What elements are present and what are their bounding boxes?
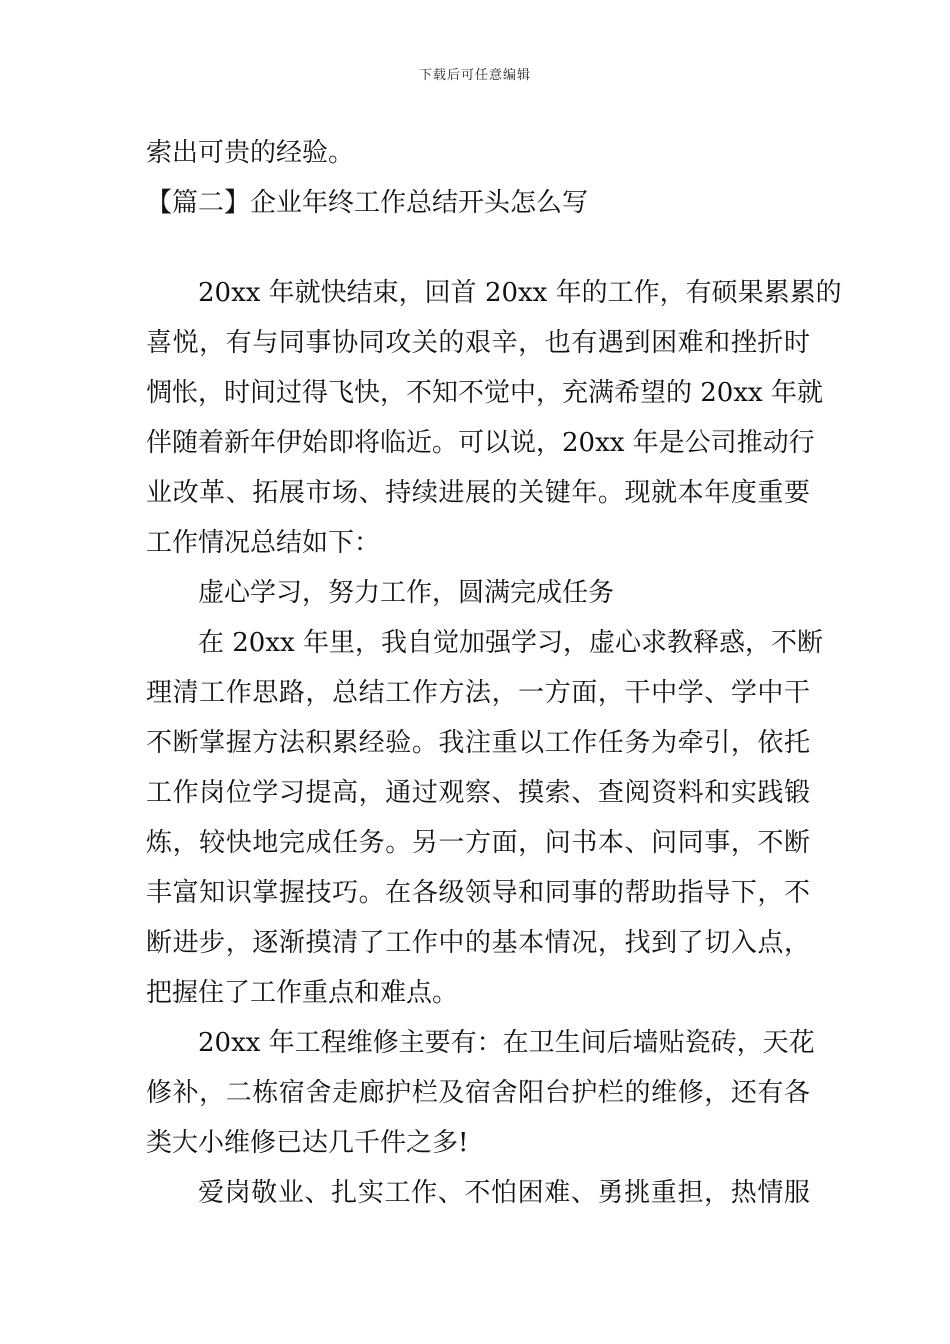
paragraph-line: 工作情况总结如下：	[146, 528, 381, 558]
header-text: 下载后可任意编辑	[418, 68, 531, 83]
paragraph-line: 业改革、拓展市场、持续进展的关键年。现就本年度重要	[146, 478, 810, 508]
paragraph-line: 索出可贵的经验。	[146, 138, 355, 168]
paragraph-line: 不断掌握方法积累经验。我注重以工作任务为牵引，依托	[146, 728, 810, 758]
paragraph-line: 工作岗位学习提高，通过观察、摸索、查阅资料和实践锻	[146, 778, 810, 808]
page-header	[0, 64, 950, 83]
paragraph-maintenance	[146, 1018, 815, 1168]
section-title: 【篇二】企业年终工作总结开头怎么写	[146, 188, 589, 218]
paragraph-line: 在 20xx 年里，我自觉加强学习，虚心求教释惑，不断	[198, 628, 823, 658]
paragraph-line: 炼，较快地完成任务。另一方面，问书本、问同事，不断	[146, 828, 810, 858]
paragraph-study	[146, 618, 823, 1018]
subheading: 虚心学习，努力工作，圆满完成任务	[198, 578, 615, 608]
paragraph-line: 丰富知识掌握技巧。在各级领导和同事的帮助指导下，不	[146, 878, 810, 908]
document-body	[146, 128, 842, 1218]
paragraph-line: 20xx 年工程维修主要有：在卫生间后墙贴瓷砖，天花	[198, 1028, 815, 1058]
paragraph-line: 类大小维修已达几千件之多!	[146, 1128, 469, 1158]
paragraph-line: 喜悦，有与同事协同攻关的艰辛，也有遇到困难和挫折时	[146, 328, 810, 358]
paragraph-line: 爱岗敬业、扎实工作、不怕困难、勇挑重担，热情服	[198, 1178, 810, 1208]
paragraph-line: 惆怅，时间过得飞快，不知不觉中，充满希望的 20xx 年就	[146, 378, 823, 408]
blank-line	[146, 228, 810, 268]
paragraph-intro	[146, 268, 842, 568]
paragraph-line: 修补，二栋宿舍走廊护栏及宿舍阳台护栏的维修，还有各	[146, 1078, 810, 1108]
paragraph-line: 20xx 年就快结束，回首 20xx 年的工作，有硕果累累的	[198, 278, 842, 308]
paragraph-line: 把握住了工作重点和难点。	[146, 978, 459, 1008]
paragraph-line: 断进步，逐渐摸清了工作中的基本情况，找到了切入点，	[146, 928, 810, 958]
paragraph-dedication	[146, 1168, 810, 1218]
paragraph-line: 理清工作思路，总结工作方法，一方面，干中学、学中干	[146, 678, 810, 708]
paragraph-line: 伴随着新年伊始即将临近。可以说，20xx 年是公司推动行	[146, 428, 815, 458]
